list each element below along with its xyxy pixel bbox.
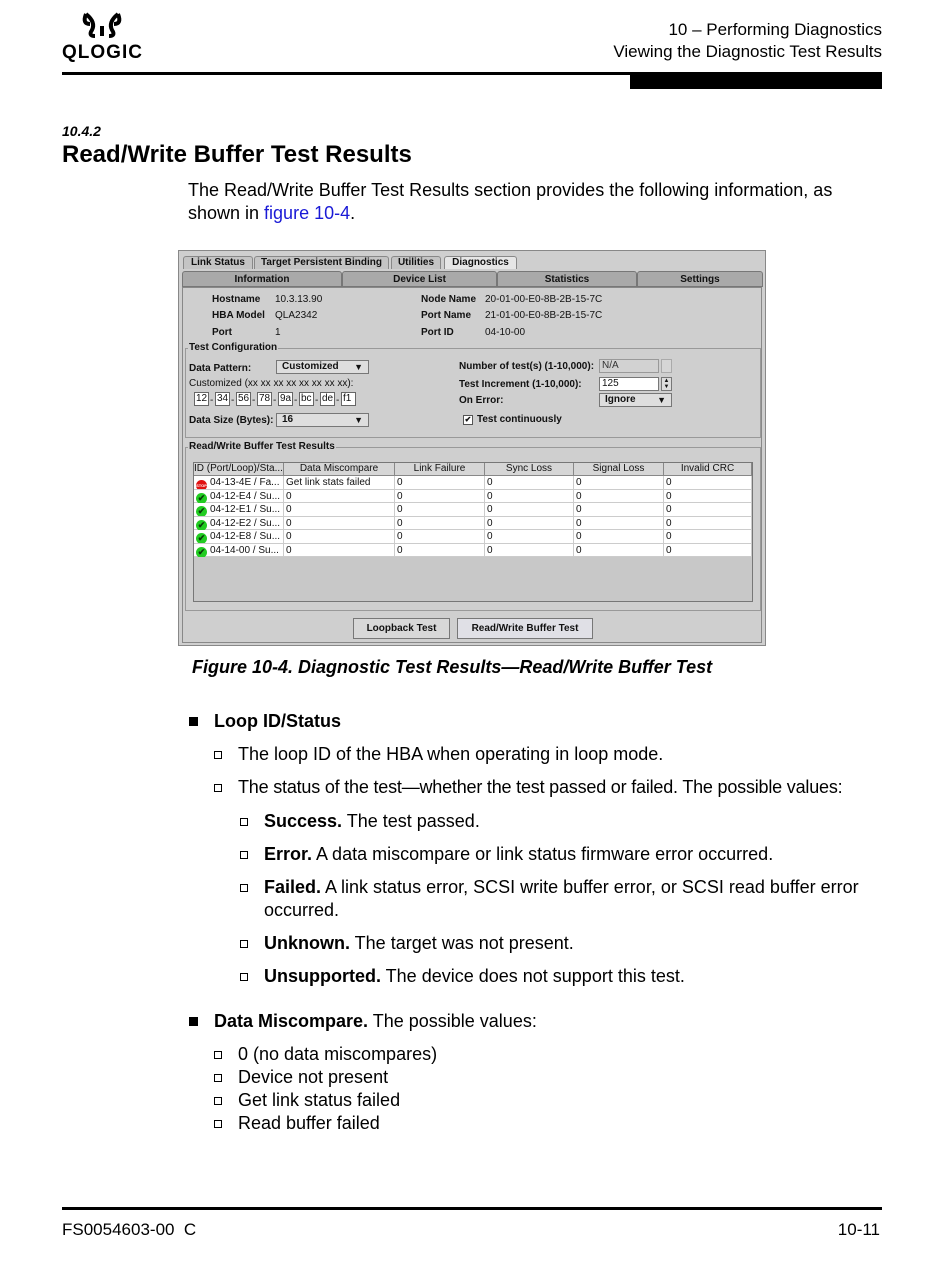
- hex-separator: -: [336, 395, 340, 406]
- chevron-down-icon: ▼: [354, 362, 363, 372]
- tab-statistics[interactable]: Statistics: [497, 271, 637, 287]
- checkbox-bullet-icon: [214, 1097, 222, 1105]
- number-of-tests-spinner[interactable]: [661, 359, 672, 373]
- hex-byte-field[interactable]: f1: [341, 392, 356, 406]
- check-icon: ✔: [197, 519, 206, 530]
- check-icon: ✔: [197, 533, 206, 543]
- table-cell: 0: [574, 530, 664, 543]
- checkbox-bullet-icon: [240, 884, 248, 892]
- table-cell: 0: [485, 530, 574, 543]
- tab-settings[interactable]: Settings: [637, 271, 763, 287]
- data-size-select[interactable]: [276, 413, 369, 427]
- table-cell: 0: [284, 530, 395, 543]
- data-size-label: Data Size (Bytes):: [189, 415, 274, 426]
- section-title: Read/Write Buffer Test Results: [62, 141, 412, 168]
- row-id: 04-13-4E / Fa...: [210, 477, 280, 488]
- hostname-label: Hostname: [212, 294, 261, 305]
- tab-device-list[interactable]: Device List: [342, 271, 497, 287]
- checkbox-bullet-icon: [214, 1074, 222, 1082]
- tab-information[interactable]: Information: [182, 271, 342, 287]
- on-error-select[interactable]: [599, 393, 672, 407]
- table-cell: 0: [485, 517, 574, 530]
- table-cell: Get link stats failed: [284, 476, 395, 489]
- test-configuration-title: Test Configuration: [189, 342, 278, 353]
- status-term: Unsupported.: [264, 966, 381, 986]
- status-term: Error.: [264, 844, 313, 864]
- hex-byte-field[interactable]: 56: [238, 393, 250, 404]
- qlogic-logo: [62, 10, 152, 62]
- loopback-test-button[interactable]: Loopback Test: [353, 618, 450, 639]
- table-row[interactable]: [194, 476, 752, 490]
- table-cell: 0: [664, 476, 752, 489]
- table-cell: 0: [574, 517, 664, 530]
- status-value-item: [264, 932, 889, 955]
- table-row[interactable]: [194, 517, 752, 531]
- hba-model-label: HBA Model: [212, 310, 265, 321]
- miscompare-value-item: Device not present: [238, 1067, 389, 1087]
- table-cell: 0: [284, 544, 395, 557]
- results-title: Read/Write Buffer Test Results: [189, 441, 335, 452]
- intro-text: The Read/Write Buffer Test Results section provides the following information, as shown in: [188, 180, 833, 223]
- figure-link[interactable]: figure 10-4: [264, 203, 351, 223]
- checkbox-bullet-icon: [240, 940, 248, 948]
- checkbox-bullet-icon: [214, 1051, 222, 1059]
- chapter-title: 10 – Performing Diagnostics: [668, 20, 882, 39]
- node-name-value: 20-01-00-E0-8B-2B-15-7C: [485, 294, 603, 305]
- test-increment-label: Test Increment (1-10,000):: [459, 379, 582, 390]
- test-continuously-label: Test continuously: [477, 414, 562, 425]
- hex-separator: -: [210, 395, 214, 406]
- test-increment-input[interactable]: 125: [599, 377, 659, 391]
- tab-diagnostics[interactable]: Diagnostics: [444, 256, 517, 269]
- miscompare-value-item: Get link status failed: [238, 1090, 401, 1110]
- svg-text:QLOGIC: QLOGIC: [62, 42, 143, 62]
- table-cell: 0: [574, 490, 664, 503]
- table-row[interactable]: [194, 490, 752, 504]
- diagnostics-screenshot: [178, 250, 766, 646]
- table-cell: 0: [664, 490, 752, 503]
- status-term: Unknown.: [264, 933, 350, 953]
- data-pattern-select[interactable]: [276, 360, 369, 374]
- status-desc: The target was not present.: [350, 933, 574, 953]
- checkbox-bullet-icon: [240, 973, 248, 981]
- status-term: Success.: [264, 811, 343, 831]
- checkbox-bullet-icon: [214, 1120, 222, 1128]
- dm-desc: The possible values:: [368, 1011, 537, 1031]
- chevron-down-icon: ▼: [657, 395, 666, 405]
- data-pattern-label: Data Pattern:: [189, 363, 252, 374]
- table-cell: [194, 517, 284, 530]
- check-icon: ✔: [197, 506, 206, 516]
- footer-rule: [62, 1207, 882, 1210]
- results-table: [193, 462, 753, 602]
- status-value-item: [264, 843, 889, 866]
- dm-term: Data Miscompare.: [214, 1011, 369, 1031]
- hex-separator: -: [273, 395, 277, 406]
- hex-byte-field[interactable]: 78: [259, 393, 271, 404]
- check-icon: ✔: [197, 546, 206, 557]
- data-size-value: 16: [282, 414, 294, 425]
- section-number: 10.4.2: [62, 123, 101, 139]
- loop-item-2: The status of the test—whether the test passed or failed. The possible values:: [238, 777, 843, 797]
- tab-target-persistent-binding[interactable]: Target Persistent Binding: [254, 256, 389, 269]
- table-cell: 0: [284, 503, 395, 516]
- table-cell: 0: [485, 476, 574, 489]
- test-continuously-checkbox[interactable]: ✔: [464, 415, 472, 424]
- table-cell: 0: [284, 517, 395, 530]
- port-id-label: Port ID: [421, 327, 454, 338]
- hex-separator: -: [315, 395, 319, 406]
- checkbox-bullet-icon: [214, 751, 222, 759]
- document-number: FS0054603-00 C: [62, 1220, 197, 1239]
- column-header[interactable]: Sync Loss: [485, 463, 574, 476]
- status-value-item: [264, 965, 889, 988]
- checkbox-bullet-icon: [240, 818, 248, 826]
- node-name-label: Node Name: [421, 294, 477, 305]
- port-name-label: Port Name: [421, 310, 472, 321]
- status-desc: The test passed.: [342, 811, 480, 831]
- intro-end: .: [350, 203, 356, 223]
- status-desc: A data miscompare or link status firmware error occurred.: [312, 844, 774, 864]
- read-write-buffer-test-button[interactable]: Read/Write Buffer Test: [457, 618, 593, 639]
- hex-separator: -: [252, 395, 256, 406]
- table-cell: 0: [395, 476, 485, 489]
- table-cell: [194, 503, 284, 516]
- table-cell: [194, 490, 284, 503]
- data-pattern-value: Customized: [282, 361, 339, 372]
- test-increment-spinner[interactable]: ▲ ▼: [661, 377, 672, 391]
- table-cell: 0: [485, 490, 574, 503]
- column-header[interactable]: Invalid CRC: [664, 463, 752, 476]
- status-value-item: [264, 876, 889, 922]
- table-cell: 0: [395, 544, 485, 557]
- table-cell: 0: [574, 503, 664, 516]
- table-cell: 0: [485, 544, 574, 557]
- logo-mark-icon: [62, 10, 152, 62]
- loop-item-1: The loop ID of the HBA when operating in loop mode.: [238, 744, 664, 764]
- hex-separator: -: [231, 395, 235, 406]
- status-value-item: [264, 810, 889, 833]
- hostname-value: 10.3.13.90: [275, 294, 323, 305]
- hex-separator: -: [294, 395, 298, 406]
- bullet-icon: [189, 1017, 198, 1026]
- chevron-down-icon: ▼: [354, 415, 363, 425]
- table-cell: 0: [664, 517, 752, 530]
- table-cell: 0: [664, 530, 752, 543]
- intro-paragraph: [188, 179, 888, 225]
- number-of-tests-label: Number of test(s) (1-10,000):: [459, 361, 595, 372]
- checkbox-bullet-icon: [240, 851, 248, 859]
- hba-model-value: QLA2342: [275, 310, 318, 321]
- row-id: 04-14-00 / Su...: [210, 544, 279, 556]
- status-term: Failed.: [264, 877, 322, 897]
- table-cell: [194, 530, 284, 543]
- table-cell: 0: [574, 544, 664, 557]
- port-value: 1: [275, 327, 281, 338]
- tab-link-status[interactable]: Link Status: [183, 256, 253, 269]
- hex-byte-field[interactable]: 34: [217, 393, 229, 404]
- on-error-label: On Error:: [459, 395, 504, 406]
- number-of-tests-input[interactable]: N/A: [599, 359, 659, 373]
- tab-utilities[interactable]: Utilities: [391, 256, 441, 269]
- row-id: 04-12-E2 / Su...: [210, 517, 281, 529]
- table-cell: [194, 476, 284, 489]
- loop-id-status-heading: Loop ID/Status: [214, 711, 341, 731]
- section-header: Viewing the Diagnostic Test Results: [613, 42, 882, 61]
- table-cell: 0: [395, 517, 485, 530]
- status-desc: A link status error, SCSI write buffer error, or SCSI read buffer error occurred.: [264, 877, 859, 920]
- table-row[interactable]: [194, 544, 752, 558]
- bullet-icon: [189, 717, 198, 726]
- miscompare-value-item: 0 (no data miscompares): [238, 1044, 438, 1064]
- table-cell: 0: [485, 503, 574, 516]
- table-cell: 0: [664, 503, 752, 516]
- column-header[interactable]: Link Failure: [395, 463, 485, 476]
- column-header[interactable]: ID (Port/Loop)/Sta...: [194, 463, 283, 474]
- page-number: 10-11: [837, 1220, 880, 1239]
- table-cell: 0: [574, 476, 664, 489]
- table-cell: 0: [284, 490, 395, 503]
- port-label: Port: [212, 327, 232, 338]
- miscompare-value-item: Read buffer failed: [238, 1113, 380, 1133]
- hex-byte-field[interactable]: bc: [299, 392, 314, 406]
- checkbox-bullet-icon: [214, 784, 222, 792]
- table-cell: [194, 544, 284, 557]
- check-icon: ✔: [197, 492, 206, 503]
- table-cell: 0: [395, 490, 485, 503]
- hex-byte-field[interactable]: de: [322, 393, 334, 404]
- table-row[interactable]: [194, 530, 752, 544]
- port-name-value: 21-01-00-E0-8B-2B-15-7C: [485, 310, 603, 321]
- column-header[interactable]: Signal Loss: [574, 463, 664, 476]
- hex-byte-field[interactable]: 9a: [280, 393, 292, 404]
- customized-label: Customized (xx xx xx xx xx xx xx xx):: [189, 378, 354, 389]
- row-id: 04-12-E8 / Su...: [210, 531, 281, 542]
- on-error-value: Ignore: [605, 394, 636, 405]
- row-id: 04-12-E4 / Su...: [210, 490, 281, 502]
- table-cell: 0: [395, 503, 485, 516]
- table-row[interactable]: [194, 503, 752, 517]
- hex-byte-field[interactable]: 12: [196, 393, 208, 404]
- status-desc: The device does not support this test.: [381, 966, 685, 986]
- figure-caption: Figure 10-4. Diagnostic Test Results—Read/Write Buffer Test: [192, 657, 713, 677]
- data-miscompare-heading: [214, 1010, 537, 1033]
- table-cell: 0: [664, 544, 752, 557]
- column-header[interactable]: Data Miscompare: [284, 463, 395, 476]
- table-cell: 0: [395, 530, 485, 543]
- row-id: 04-12-E1 / Su...: [210, 504, 281, 515]
- port-id-value: 04-10-00: [485, 327, 526, 338]
- header-bar: [630, 75, 882, 89]
- stop-icon: STOP: [196, 480, 207, 489]
